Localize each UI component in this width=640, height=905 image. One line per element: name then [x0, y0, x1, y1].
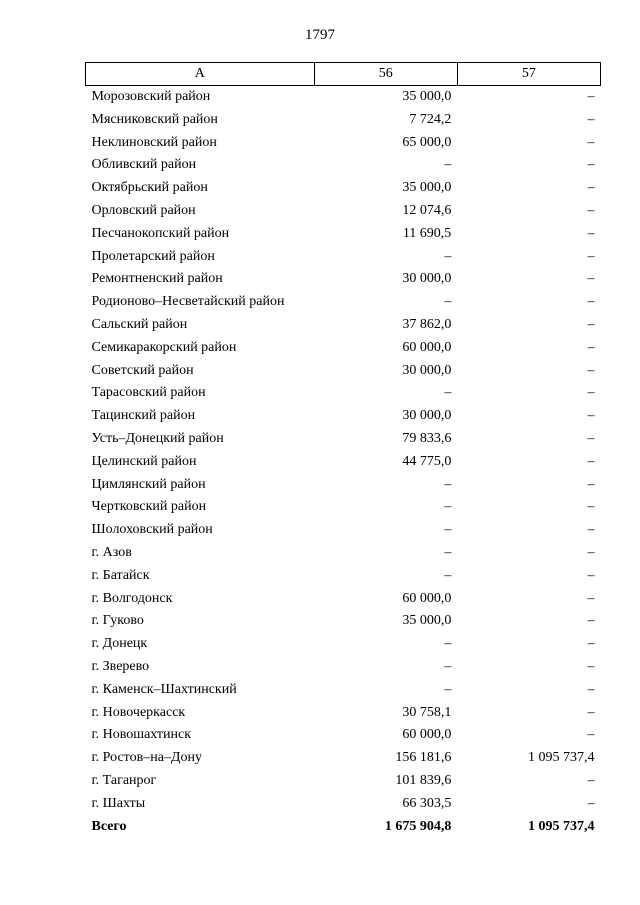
value-56-cell: –	[444, 522, 452, 538]
value-57-cell: –	[587, 658, 595, 674]
value-56-cell: 60 000,0	[402, 590, 452, 606]
value-57-cell: –	[587, 202, 595, 218]
table-row	[86, 314, 601, 337]
value-57-cell: –	[587, 180, 595, 196]
value-57-cell: –	[587, 339, 595, 355]
table-row	[86, 177, 601, 200]
value-56-cell: 37 862,0	[402, 316, 452, 332]
table-row	[86, 291, 601, 314]
value-57-cell: –	[587, 248, 595, 264]
value-56-cell: 30 758,1	[402, 704, 452, 720]
value-56-cell: 30 000,0	[402, 362, 452, 378]
region-name-cell: г. Ростов–на–Дону	[91, 750, 202, 766]
value-56-cell: 60 000,0	[402, 727, 452, 743]
region-name-cell: г. Зверево	[91, 658, 150, 674]
value-57-cell: –	[587, 795, 595, 811]
value-56-cell: –	[444, 544, 452, 560]
region-name-cell: г. Каменск–Шахтинский	[91, 681, 237, 697]
table-row	[86, 405, 601, 428]
value-57-cell: –	[587, 476, 595, 492]
region-name-cell: Цимлянский район	[91, 476, 206, 492]
table-row	[86, 724, 601, 747]
column-header-57: 57	[457, 63, 600, 86]
region-name-cell: Ремонтненский район	[91, 271, 223, 287]
table-row	[86, 246, 601, 269]
region-name-cell: Тацинский район	[91, 408, 196, 424]
region-name-cell: Семикаракорский район	[91, 339, 237, 355]
region-name-cell: Чертковский район	[91, 499, 207, 515]
value-56-cell: 30 000,0	[402, 271, 452, 287]
value-57-cell: –	[587, 430, 595, 446]
region-name-cell: г. Новочеркасск	[91, 704, 186, 720]
value-57-cell: 1 095 737,4	[528, 818, 595, 834]
value-57-cell: –	[587, 613, 595, 629]
value-57-cell: –	[587, 294, 595, 310]
value-56-cell: 35 000,0	[402, 89, 452, 104]
region-name-cell: г. Таганрог	[91, 772, 157, 788]
value-56-cell: 35 000,0	[402, 613, 452, 629]
value-56-cell: 156 181,6	[395, 750, 452, 766]
value-56-cell: 30 000,0	[402, 408, 452, 424]
value-57-cell: –	[587, 157, 595, 173]
value-57-cell: –	[587, 681, 595, 697]
value-57-cell: –	[587, 89, 595, 104]
value-56-cell: –	[444, 658, 452, 674]
value-57-cell: –	[587, 362, 595, 378]
value-56-cell: –	[444, 636, 452, 652]
value-56-cell: –	[444, 681, 452, 697]
table-row	[86, 428, 601, 451]
value-56-cell: –	[444, 294, 452, 310]
table-row	[86, 702, 601, 725]
value-56-cell: –	[444, 499, 452, 515]
page-number: 1797	[305, 27, 335, 43]
table-row	[86, 200, 601, 223]
table-row	[86, 542, 601, 565]
table-row	[86, 223, 601, 246]
table-row	[86, 565, 601, 588]
value-57-cell: –	[587, 271, 595, 287]
table-row	[86, 451, 601, 474]
region-name-cell: Тарасовский район	[91, 385, 206, 401]
region-name-cell: г. Азов	[91, 544, 132, 560]
value-56-cell: –	[444, 567, 452, 583]
table-header-row	[86, 63, 601, 86]
table-row	[86, 747, 601, 770]
value-57-cell: –	[587, 544, 595, 560]
table-body	[86, 86, 601, 839]
region-name-cell: Целинский район	[91, 453, 197, 469]
value-57-cell: –	[587, 727, 595, 743]
table-row	[86, 679, 601, 702]
table-row	[86, 360, 601, 383]
table-row	[86, 86, 601, 109]
region-name-cell: Орловский район	[91, 202, 196, 218]
value-56-cell: 7 724,2	[409, 111, 452, 127]
table-row	[86, 496, 601, 519]
region-name-cell: г. Гуково	[91, 613, 144, 629]
column-header-56: 56	[314, 63, 457, 86]
region-name-cell: г. Новошахтинск	[91, 727, 192, 743]
value-57-cell: –	[587, 704, 595, 720]
value-57-cell: –	[587, 590, 595, 606]
value-56-cell: 79 833,6	[402, 430, 452, 446]
region-name-cell: г. Батайск	[91, 567, 150, 583]
budget-table	[85, 62, 601, 838]
table-row	[86, 793, 601, 816]
region-name-cell: Песчанокопский район	[91, 225, 230, 241]
table-row	[86, 154, 601, 177]
region-name-cell: Всего	[91, 818, 127, 834]
value-56-cell: –	[444, 476, 452, 492]
table-row	[86, 132, 601, 155]
value-57-cell: –	[587, 636, 595, 652]
value-57-cell: –	[587, 316, 595, 332]
column-header-a: А	[86, 63, 315, 86]
value-56-cell: –	[444, 157, 452, 173]
value-56-cell: –	[444, 248, 452, 264]
value-57-cell: –	[587, 225, 595, 241]
value-57-cell: 1 095 737,4	[528, 750, 595, 766]
table-row	[86, 109, 601, 132]
region-name-cell: Родионово–Несветайский район	[91, 294, 285, 310]
value-56-cell: 44 775,0	[402, 453, 452, 469]
table-row	[86, 633, 601, 656]
table-row	[86, 474, 601, 497]
value-57-cell: –	[587, 499, 595, 515]
value-56-cell: 11 690,5	[402, 225, 452, 241]
value-56-cell: 65 000,0	[402, 134, 452, 150]
region-name-cell: г. Донецк	[91, 636, 148, 652]
region-name-cell: Мясниковский район	[91, 111, 218, 127]
value-56-cell: 1 675 904,8	[384, 818, 452, 834]
region-name-cell: Морозовский район	[91, 89, 211, 104]
value-57-cell: –	[587, 408, 595, 424]
table-row	[86, 268, 601, 291]
value-56-cell: 60 000,0	[402, 339, 452, 355]
value-56-cell: 101 839,6	[395, 772, 452, 788]
region-name-cell: Пролетарский район	[91, 248, 215, 264]
region-name-cell: Советский район	[91, 362, 194, 378]
value-56-cell: –	[444, 385, 452, 401]
region-name-cell: Сальский район	[91, 316, 188, 332]
region-name-cell: Обливский район	[91, 157, 197, 173]
table-row	[86, 519, 601, 542]
total-row	[86, 816, 601, 839]
table-row	[86, 770, 601, 793]
region-name-cell: Усть–Донецкий район	[91, 430, 224, 446]
table-row	[86, 382, 601, 405]
value-57-cell: –	[587, 134, 595, 150]
table-row	[86, 656, 601, 679]
value-57-cell: –	[587, 111, 595, 127]
value-57-cell: –	[587, 772, 595, 788]
value-57-cell: –	[587, 385, 595, 401]
value-56-cell: 12 074,6	[402, 202, 452, 218]
table-row	[86, 337, 601, 360]
region-name-cell: Октябрьский район	[91, 180, 208, 196]
region-name-cell: Шолоховский район	[91, 522, 213, 538]
table-row	[86, 610, 601, 633]
value-57-cell: –	[587, 522, 595, 538]
value-56-cell: 35 000,0	[402, 180, 452, 196]
region-name-cell: Неклиновский район	[91, 134, 217, 150]
value-57-cell: –	[587, 567, 595, 583]
region-name-cell: г. Шахты	[91, 795, 146, 811]
value-56-cell: 66 303,5	[402, 795, 452, 811]
table-row	[86, 588, 601, 611]
region-name-cell: г. Волгодонск	[91, 590, 173, 606]
value-57-cell: –	[587, 453, 595, 469]
